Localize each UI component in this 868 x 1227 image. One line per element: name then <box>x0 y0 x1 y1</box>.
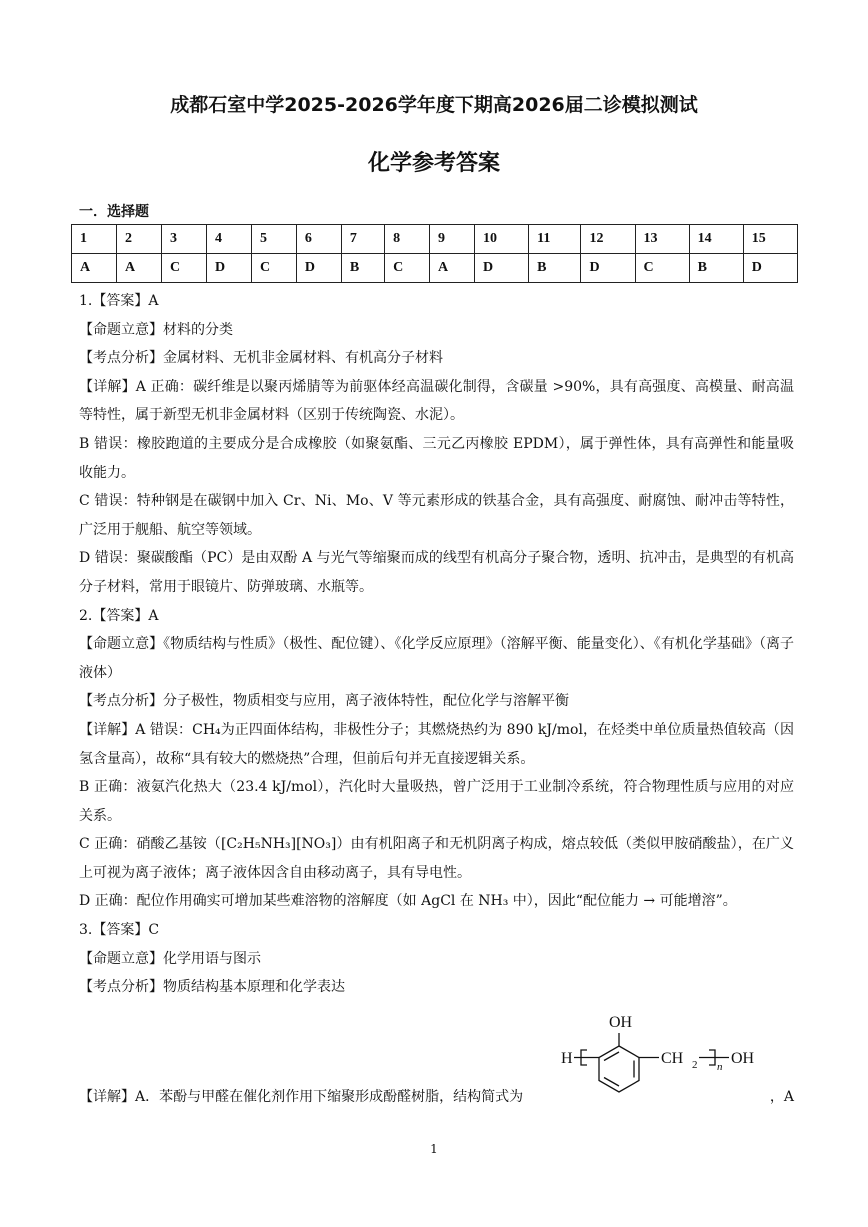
section-heading: 一．选择题 <box>79 204 149 220</box>
explanation-paragraph: B 正确：液氨汽化热大（23.4 kJ/mol），汽化时大量吸热，曾广泛用于工业制冷系统，符合物理性质与应用的对应关系。 <box>79 779 794 824</box>
answer-cell: D <box>743 254 797 283</box>
explanation-paragraph: 【详解】A 错误：CH₄为正四面体结构，非极性分子；其燃烧热约为 890 kJ/mol，在烃类中单位质量热值较高（因氢含量高），故称“具有较大的燃烧热”合理，但前后句并无直接逻辑关系。 <box>79 721 794 767</box>
answer-key-title: 化学参考答案 <box>367 151 500 176</box>
intent-line: 【命题立意】《物质结构与性质》（极性、配位键）、《化学反应原理》（溶解平衡、能量变化）、《有机化学基础》（离子液体） <box>79 636 794 681</box>
answer-cell: D <box>296 254 341 283</box>
explanation-paragraph: 【详解】A 正确：碳纤维是以聚丙烯腈等为前驱体经高温碳化制得，含碳量 >90%，具有高强度、高模量、耐高温等特性，属于新型无机非金属材料（区别于传统陶瓷、水泥）。 <box>79 378 794 424</box>
h-end-label: H <box>561 1049 573 1067</box>
oh-top-label: OH <box>609 1013 633 1031</box>
question-number: 14 <box>689 225 743 254</box>
answer-cell: B <box>529 254 581 283</box>
question-number: 2 <box>116 225 161 254</box>
answer-cell: A <box>72 254 117 283</box>
question-number: 7 <box>341 225 384 254</box>
question-number: 13 <box>635 225 689 254</box>
question-number: 6 <box>296 225 341 254</box>
ch2-subscript: 2 <box>692 1058 698 1071</box>
explanation-paragraph: C 正确：硝酸乙基铵（[C₂H₅NH₃][NO₃]）由有机阳离子和无机阴离子构成，熔点较低（类似甲胺硝酸盐），在广义上可视为离子液体；离子液体因含自由移动离子，具有导电性。 <box>79 836 794 881</box>
exam-title: 成都石室中学2025-2026学年度下期高2026届二诊模拟测试 <box>170 94 698 116</box>
ch2-label: CH <box>661 1049 684 1067</box>
question-number: 15 <box>743 225 797 254</box>
answer-cell: C <box>385 254 430 283</box>
explanation-paragraph: C 错误：特种钢是在碳钢中加入 Cr、Ni、Mo、V 等元素形成的铁基合金，具有高强度、耐腐蚀、耐冲击等特性，广泛用于舰船、航空等领域。 <box>79 493 794 538</box>
answer-cell: A <box>116 254 161 283</box>
question-number: 10 <box>475 225 529 254</box>
question-number: 9 <box>430 225 475 254</box>
intent-line: 【命题立意】材料的分类 <box>79 321 233 338</box>
answer-cell: B <box>689 254 743 283</box>
question-number: 1 <box>72 225 117 254</box>
question-number: 4 <box>206 225 251 254</box>
question-number: 5 <box>251 225 296 254</box>
question-number: 8 <box>385 225 430 254</box>
benzene-ring <box>599 1046 639 1092</box>
explanation-tail-text: ，A <box>769 1089 794 1106</box>
page-number: 1 <box>430 1142 438 1156</box>
question-number-row <box>72 225 798 254</box>
answer-cell: D <box>206 254 251 283</box>
answer-table <box>71 224 798 283</box>
explanation-paragraph: B 错误：橡胶跑道的主要成分是合成橡胶（如聚氨酯、三元乙丙橡胶 EPDM），属于弹性体，具有高弹性和能量吸收能力。 <box>79 435 794 481</box>
answer-line-q1: 1.【答案】A <box>79 293 159 309</box>
oh-end-label: OH <box>731 1049 755 1067</box>
question-number: 11 <box>529 225 581 254</box>
phenolic-resin-structure <box>559 1006 799 1106</box>
answer-cell: B <box>341 254 384 283</box>
answer-line-q2: 2.【答案】A <box>79 607 159 624</box>
answer-cell: A <box>430 254 475 283</box>
explanation-lead-text: 【详解】A．苯酚与甲醛在催化剂作用下缩聚形成酚醛树脂，结构简式为 <box>79 1089 524 1106</box>
intent-line: 【命题立意】化学用语与图示 <box>79 950 261 967</box>
answer-cell: D <box>581 254 635 283</box>
question-number: 3 <box>161 225 206 254</box>
explanations <box>79 287 794 1106</box>
analysis-line: 【考点分析】分子极性，物质相变与应用，离子液体特性，配位化学与溶解平衡 <box>79 693 569 710</box>
explanation-paragraph: D 正确：配位作用确实可增加某些难溶物的溶解度（如 AgCl 在 NH₃ 中），因此“配位能力 → 可能增溶”。 <box>79 893 737 910</box>
question-number: 12 <box>581 225 635 254</box>
answer-row <box>72 254 798 283</box>
analysis-line: 【考点分析】金属材料、无机非金属材料、有机高分子材料 <box>79 350 443 367</box>
answer-line-q3: 3.【答案】C <box>79 922 160 939</box>
analysis-line: 【考点分析】物质结构基本原理和化学表达 <box>79 979 345 996</box>
answer-cell: C <box>251 254 296 283</box>
structure-line <box>79 1006 794 1106</box>
answer-cell: D <box>475 254 529 283</box>
answer-cell: C <box>161 254 206 283</box>
repeat-n-subscript: n <box>717 1060 723 1073</box>
answer-cell: C <box>635 254 689 283</box>
explanation-paragraph: D 错误：聚碳酸酯（PC）是由双酚 A 与光气等缩聚而成的线型有机高分子聚合物，透明、抗冲击，是典型的有机高分子材料，常用于眼镜片、防弹玻璃、水瓶等。 <box>79 550 794 595</box>
